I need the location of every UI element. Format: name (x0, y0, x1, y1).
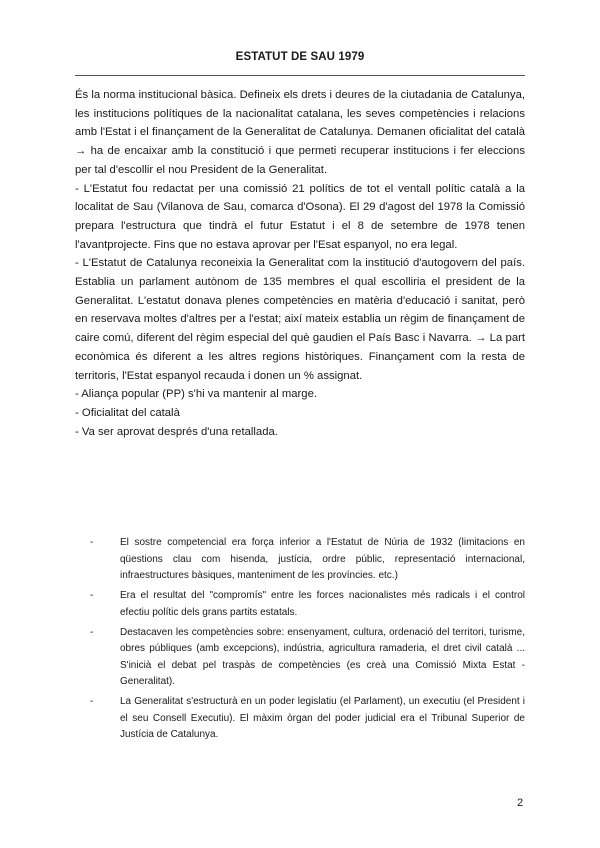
document-title: ESTATUT DE SAU 1979 (235, 51, 365, 63)
list-item-text: Destacaven les competències sobre: ensenyament, cultura, ordenació del territori, turisme, obres públiques (amb excepcions), indústria, agricultura ramaderia, el dret civil català ... S'inicià el debat pel traspàs de competències (es creà una Comissió Mixta Estat - Generalitat). (120, 626, 525, 688)
bullet-dash: - (90, 696, 94, 708)
list-item (75, 535, 525, 585)
list-item-text: El sostre competencial era força inferior a l'Estatut de Núria de 1932 (limitacions en qüestions clau com hisenda, justícia, ordre públic, representació internacional, infraestructures bàsiques, manteniment de les províncies. etc.) (120, 537, 525, 581)
bullet-list (75, 535, 525, 747)
paragraph-redaction: - L'Estatut fou redactat per una comissió 21 polítics de tot el ventall polític català a la localitat de Sau (Vilanova de Sau, comarca d'Osona). El 29 d'agost del 1978 la Comissió prepara l'estructura que tindrà el futur Estatut i el 8 de setembre de 1978 tenen l'avantprojecte. Fins que no estava aprovar per l'Esat espanyol, no era legal. (75, 182, 525, 251)
list-item (75, 694, 525, 744)
list-item (75, 588, 525, 621)
list-item-text: Era el resultat del "compromís" entre les forces nacionalistes més radicals i el control efectiu polític dels grans partits estatals. (120, 590, 525, 618)
paragraph-retallada: - Va ser aprovat després d'una retallada. (75, 425, 278, 438)
bullet-dash: - (90, 590, 94, 602)
page-number: 2 (517, 797, 524, 809)
list-item (75, 625, 525, 691)
title-underline (75, 75, 525, 76)
bullet-dash: - (90, 626, 94, 638)
body-text (75, 86, 525, 441)
paragraph-alianca-popular: - Aliança popular (PP) s'hi va mantenir al marge. (75, 388, 318, 401)
list-item-text: La Generalitat s'estructurà en un poder legislatiu (el Parlament), un executiu (el President i el seu Consell Executiu). El màxim òrgan del poder judicial era el Tribunal Superior de Justícia de Catalunya. (120, 696, 525, 741)
paragraph-oficialitat: - Oficialitat del català (75, 406, 180, 419)
paragraph-generalitat: - L'Estatut de Catalunya reconeixia la Generalitat com la institució d'autogovern del país. Establia un parlament autònom de 135 membres el qual escolliria el president de la Generalitat. L'estatut donava plenes competències en matèria d'educació i sanitat, però en reservava moltes d'altres per a l'estat; així mateix establia un règim de finançament de caire comú, diferent del règim especial del què gaudien el País Basc i Navarra. → La part econòmica és diferent a les altres regions històriques. Finançament com la resta de territoris, l'Estat espanyol recauda i donen un % assignat. (75, 257, 525, 382)
bullet-dash: - (90, 537, 94, 548)
intro-paragraph: És la norma institucional bàsica. Defineix els drets i deures de la ciutadania de Catalunya, les institucions polítiques de la nacionalitat catalana, les seves competències i relacions amb l'Estat i el finançament de la Generalitat de Catalunya. Demanen oficialitat del català → ha de encaixar amb la constitució i que permeti recuperar institucions i fer eleccions per tal d'escollir el nou President de la Generalitat. (75, 89, 525, 176)
